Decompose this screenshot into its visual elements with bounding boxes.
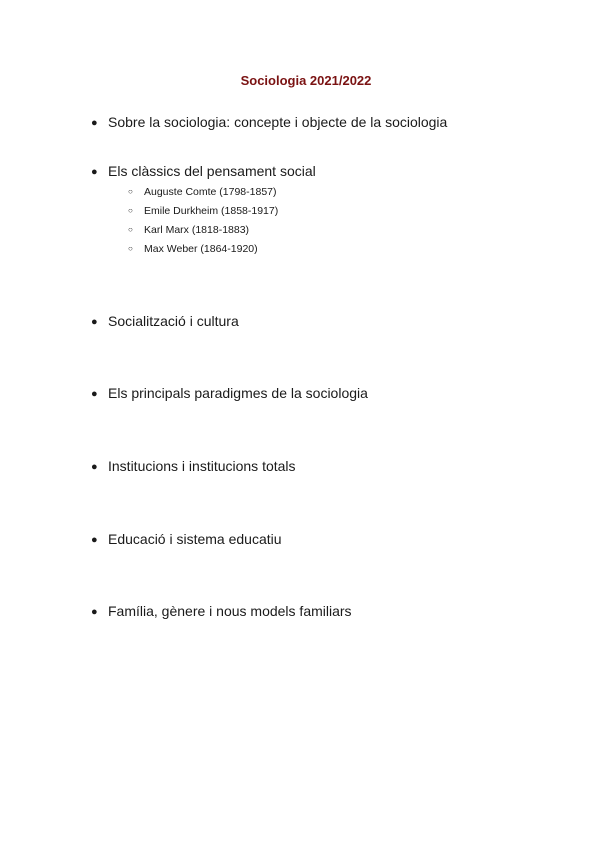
sub-list-item-text: Max Weber (1864-1920): [144, 243, 258, 255]
list-item: [91, 113, 447, 132]
circle-bullet-icon: ○: [128, 187, 133, 196]
bullet-icon: ●: [91, 461, 98, 473]
list-item-text: Socialització i cultura: [108, 313, 239, 329]
sub-list-item: [128, 223, 249, 237]
list-item: [91, 162, 316, 181]
bullet-icon: ●: [91, 316, 98, 328]
sub-list-item: [128, 204, 278, 218]
circle-bullet-icon: ○: [128, 244, 133, 253]
list-item: [91, 530, 282, 549]
list-item: [91, 602, 352, 621]
list-item: [91, 384, 368, 403]
sub-list-item-text: Karl Marx (1818-1883): [144, 224, 250, 236]
bullet-icon: ●: [91, 388, 98, 400]
circle-bullet-icon: ○: [128, 225, 133, 234]
list-item-text: Sobre la sociologia: concepte i objecte de la sociologia: [108, 114, 448, 130]
circle-bullet-icon: ○: [128, 206, 133, 215]
sub-list-item-text: Auguste Comte (1798-1857): [144, 186, 277, 198]
list-item-text: Els clàssics del pensament social: [108, 163, 316, 179]
bullet-icon: ●: [91, 117, 98, 129]
list-item-text: Educació i sistema educatiu: [108, 531, 282, 547]
list-item-text: Els principals paradigmes de la sociologia: [108, 385, 368, 401]
bullet-icon: ●: [91, 534, 98, 546]
list-item: [91, 457, 296, 476]
list-item-text: Família, gènere i nous models familiars: [108, 603, 352, 619]
sub-list-item: [128, 242, 258, 256]
bullet-icon: ●: [91, 166, 98, 178]
bullet-icon: ●: [91, 606, 98, 618]
list-item-text: Institucions i institucions totals: [108, 458, 296, 474]
list-item: [91, 312, 239, 331]
sub-list-item: [128, 185, 277, 199]
sub-list-item-text: Emile Durkheim (1858-1917): [144, 205, 279, 217]
document-title: Sociologia 2021/2022: [240, 73, 372, 88]
